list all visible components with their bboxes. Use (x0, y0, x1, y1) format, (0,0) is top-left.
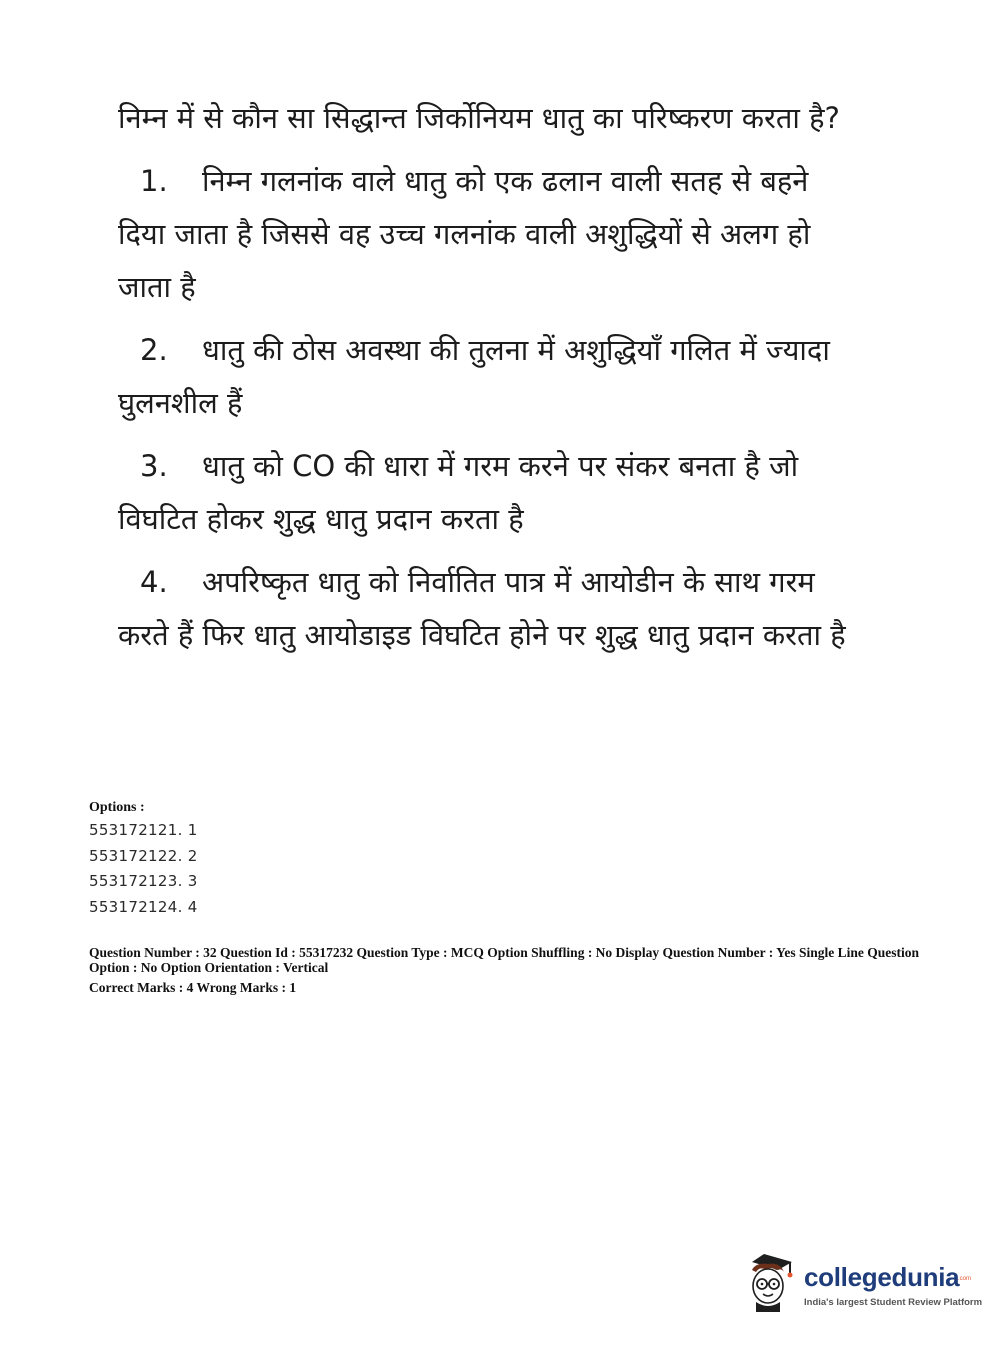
statement-number: 4. (140, 565, 168, 599)
options-label: Options : (89, 800, 145, 815)
statement-text: धातु की ठोस अवस्था की तुलना में अशुद्धियाँ गलित में ज्यादा घुलनशील हैं (118, 333, 830, 420)
options-list (89, 798, 689, 920)
option-2[interactable]: 553172122. 2 (89, 846, 198, 865)
logo-name: collegedunia (804, 1262, 960, 1292)
question-block (118, 92, 858, 672)
logo-tagline: India's largest Student Review Platform (804, 1297, 983, 1308)
marks-line: Correct Marks : 4 Wrong Marks : 1 (89, 980, 297, 995)
statement-text: निम्न गलनांक वाले धातु को एक ढलान वाली सतह से बहने दिया जाता है जिससे वह उच्च गलनांक वाली अशुद्धियों से अलग हो जाता है (118, 164, 811, 304)
option-3[interactable]: 553172123. 3 (89, 872, 198, 890)
statement-text: धातु को CO की धारा में गरम करने पर संकर बनता है जो विघटित होकर शुद्ध धातु प्रदान करता है (118, 449, 799, 536)
statement-number: 1. (140, 164, 168, 198)
statement-4 (118, 556, 858, 662)
collegedunia-logo (742, 1248, 983, 1318)
question-text: निम्न में से कौन सा सिद्धान्त जिर्कोनियम धातु का परिष्करण करता है? (118, 101, 840, 135)
mascot-icon (742, 1248, 800, 1314)
statement-2 (118, 324, 858, 430)
question-metadata (89, 945, 919, 995)
option-1[interactable]: 553172121. 1 (89, 821, 198, 839)
statement-number: 3. (140, 449, 168, 483)
option-4[interactable]: 553172124. 4 (89, 897, 198, 916)
statement-number: 2. (140, 333, 168, 367)
statement-3 (118, 440, 858, 546)
logo-dotcom: .com (958, 1276, 972, 1282)
statement-text: अपरिष्कृत धातु को निर्वातित पात्र में आयोडीन के साथ गरम करते हैं फिर धातु आयोडाइड विघटित होने पर शुद्ध धातु प्रदान करता है (118, 565, 846, 652)
statement-1 (118, 155, 858, 314)
question-meta-line: Question Number : 32 Question Id : 55317232 Question Type : MCQ Option Shuffling : No Display Question Number : Yes Single Line Question Option : No Option Orientation : Vertical (89, 945, 919, 975)
